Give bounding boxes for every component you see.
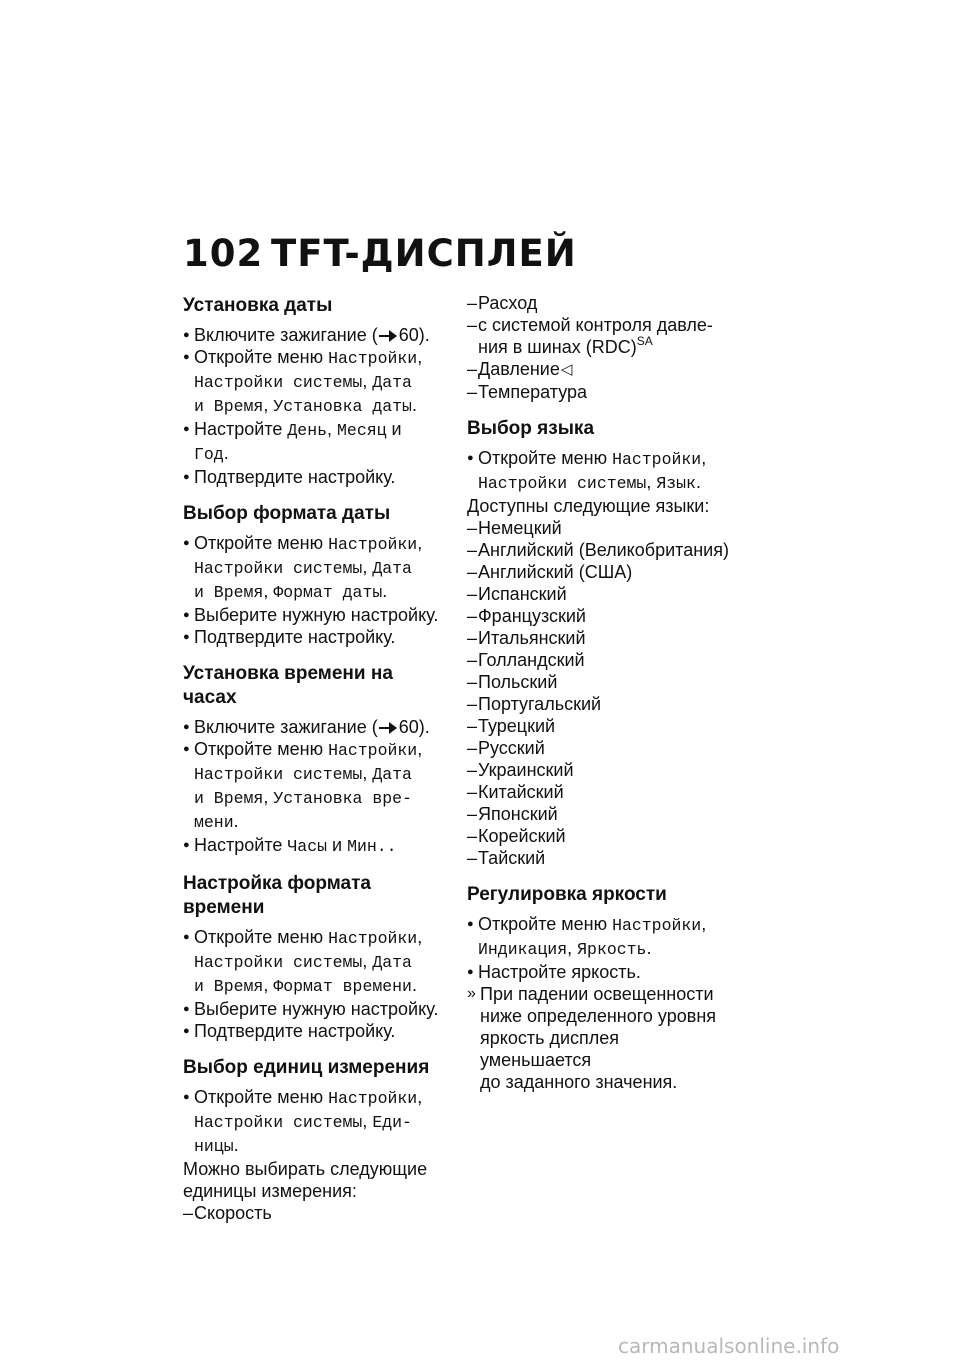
menu-item: Настройки системы (194, 373, 363, 392)
menu-item: Настройки (612, 450, 702, 469)
heading-language: Выбор языка (467, 418, 595, 439)
menu-item: Индикация (478, 940, 568, 959)
menu-item: Настройки системы (194, 953, 363, 972)
result-arrow-icon: » (467, 985, 476, 1002)
menu-item: Месяц (337, 421, 387, 440)
right-column: – Расход – с системой контроля давле- ния в шинах (RDC)$^{SA}$ – Давление◁ – Температура Выбор языка ● Откройте меню Настройки, Настройки системы, Язык. Доступны следующие языки: – Немецкий – Английский (Великобритания) – Английский (США) – Испанский – Французский – Итальянский – Голландский – Польский – Португальский – Турецкий – Русский – Украинский – Китайский – Японский – Корейский – Тайский Регулировка яркости ● Откройте меню Настройки, Индикация, Яркость. ● Настройте яркость. » При падении освещенности ниже определенного уровня яркость дисплея уменьшается до заданного значения. (467, 292, 735, 1093)
step-open-menu: ● Откройте меню Настройки, (183, 927, 423, 948)
heading-time-setting: Установка времени на часах (183, 663, 393, 708)
language-item: – Голландский (467, 650, 585, 670)
result-note: » При падении освещенности (467, 984, 714, 1004)
language-item: – Итальянский (467, 628, 586, 648)
step-open-menu: ● Откройте меню Настройки, (467, 914, 707, 935)
bullet-icon: ● (183, 1003, 190, 1015)
bullet-icon: ● (183, 743, 190, 755)
step-confirm: ● Подтвердите настройку. (183, 467, 396, 487)
menu-item: Часы (287, 837, 327, 856)
menu-item: Дата (372, 559, 412, 578)
step-open-menu: ● Откройте меню Настройки, (467, 448, 707, 469)
menu-item: Настройки системы (194, 765, 363, 784)
bullet-icon: ● (183, 1025, 190, 1037)
menu-item: Настройки (328, 1089, 418, 1108)
menu-item: Настройки (328, 741, 418, 760)
bullet-icon: ● (183, 537, 190, 549)
step-open-menu: ● Откройте меню Настройки, (183, 347, 423, 368)
heading-date-setting: Установка даты (183, 295, 333, 316)
step-confirm: ● Подтвердите настройку. (183, 627, 396, 647)
heading-date-format: Выбор формата даты (183, 503, 391, 524)
menu-item: Год (194, 445, 224, 464)
menu-item: Дата (372, 953, 412, 972)
menu-item: Настройки системы (194, 559, 363, 578)
step-open-menu: ● Откройте меню Настройки, (183, 1087, 423, 1108)
bullet-icon: ● (467, 452, 474, 464)
bullet-icon: ● (183, 471, 190, 483)
language-list (467, 517, 735, 869)
unit-option: – Скорость (183, 1203, 272, 1223)
menu-item: и Время (194, 397, 264, 416)
optional-equipment-mark: SA (636, 334, 653, 348)
menu-item: Настройки (328, 929, 418, 948)
bullet-icon: ● (467, 918, 474, 930)
language-item: – Турецкий (467, 716, 556, 736)
language-item: – Французский (467, 606, 586, 626)
units-text: единицы измерения: (183, 1181, 357, 1201)
languages-text: Доступны следующие языки: (467, 496, 710, 516)
left-column: Установка даты ● Включите зажигание ( 60). ● Откройте меню Настройки, Настройки системы, Дата и Время, Установка даты. ● Настройте День, Месяц и Год. ● Подтвердите настройку. Выбор формата даты ● Откройте меню Настройки, Настройки системы, Дата и Время, Формат даты. ● Выберите нужную настройку. ● Подтвердите настройку. Установка времени на часах ● Включите зажигание ( 60). ● Откройте меню Настройки, Настройки системы, Дата и Время, Установка вре- мени. ● Настройте Часы и Мин.. Настройка формата времени ● Откройте меню Настройки, Настройки системы, Дата и Время, Формат времени. ● Выберите нужную настройку. ● Подтвердите настройку. Выбор единиц измерения ● Откройте меню Настройки, Настройки системы, Еди- ницы. Можно выбирать следующие единицы измерения: – Скорость (183, 292, 451, 1224)
language-item: – Немецкий (467, 518, 562, 538)
step-ignition-on: ● Включите зажигание ( 60). (183, 325, 430, 345)
language-item: – Английский (США) (467, 562, 633, 582)
menu-item: Формат даты (273, 583, 383, 602)
unit-option: – Расход (467, 293, 538, 313)
step-open-menu: ● Откройте меню Настройки, (183, 739, 423, 760)
step-ignition-on: ● Включите зажигание ( 60). (183, 717, 430, 737)
page-header (183, 232, 577, 276)
menu-item: Установка вре- (273, 789, 412, 808)
menu-item: Еди- (372, 1113, 412, 1132)
heading-time-format: Настройка формата времени (183, 873, 371, 918)
menu-item: Язык (656, 474, 696, 493)
language-item: – Русский (467, 738, 545, 758)
menu-item: Настройки (612, 916, 702, 935)
watermark: carmanualsonline.info (618, 1334, 840, 1358)
step-open-menu: ● Откройте меню Настройки, (183, 533, 423, 554)
unit-option: – с системой контроля давле- (467, 315, 713, 335)
language-item: – Японский (467, 804, 558, 824)
section-title: TFT-ДИСПЛЕЙ (271, 232, 577, 275)
menu-item: Установка даты (273, 397, 412, 416)
bullet-icon: ● (183, 1091, 190, 1103)
language-item: – Корейский (467, 826, 566, 846)
menu-item: Настройки (328, 535, 418, 554)
menu-item: Мин.. (347, 837, 397, 856)
page-reference[interactable]: 60 (398, 325, 419, 345)
step-select-setting: ● Выберите нужную настройку. (183, 999, 439, 1019)
menu-item: и Время (194, 789, 264, 808)
page-reference-arrow-icon (379, 722, 397, 734)
bullet-icon: ● (183, 609, 190, 621)
bullet-icon: ● (183, 329, 190, 341)
heading-brightness: Регулировка яркости (467, 884, 667, 905)
language-item: – Польский (467, 672, 558, 692)
menu-item: День (287, 421, 327, 440)
menu-item: Настройки системы (478, 474, 647, 493)
unit-option: – Температура (467, 382, 588, 402)
language-item: – Английский (Великобритания) (467, 540, 729, 560)
units-text: Можно выбирать следующие (183, 1159, 428, 1179)
bullet-icon: ● (183, 631, 190, 643)
heading-units: Выбор единиц измерения (183, 1057, 430, 1078)
language-item: – Китайский (467, 782, 564, 802)
unit-option: – Давление◁ (467, 359, 573, 379)
menu-item: и Время (194, 977, 264, 996)
page-number: 102 (183, 232, 264, 275)
bullet-icon: ● (467, 966, 474, 978)
step-select-setting: ● Выберите нужную настройку. (183, 605, 439, 625)
page-reference[interactable]: 60 (398, 717, 419, 737)
bullet-icon: ● (183, 839, 190, 851)
language-item: – Португальский (467, 694, 602, 714)
menu-item: Настройки (328, 349, 418, 368)
page-reference-arrow-icon (379, 330, 397, 342)
menu-item: ницы (194, 1137, 234, 1156)
language-item: – Испанский (467, 584, 567, 604)
bullet-icon: ● (183, 351, 190, 363)
menu-item: мени (194, 813, 234, 832)
step-set-date: ● Настройте День, Месяц и (183, 419, 402, 440)
triangle-left-icon: ◁ (560, 361, 573, 378)
language-item: – Тайский (467, 848, 546, 868)
bullet-icon: ● (183, 721, 190, 733)
bullet-icon: ● (183, 931, 190, 943)
menu-item: и Время (194, 583, 264, 602)
menu-item: Дата (372, 373, 412, 392)
menu-item: Формат времени (273, 977, 412, 996)
menu-item: Яркость (577, 940, 647, 959)
menu-item: Настройки системы (194, 1113, 363, 1132)
step-set-time: ● Настройте Часы и Мин.. (183, 835, 397, 856)
step-confirm: ● Подтвердите настройку. (183, 1021, 396, 1041)
step-set-brightness: ● Настройте яркость. (467, 962, 641, 982)
bullet-icon: ● (183, 423, 190, 435)
language-item: – Украинский (467, 760, 574, 780)
menu-item: Дата (372, 765, 412, 784)
